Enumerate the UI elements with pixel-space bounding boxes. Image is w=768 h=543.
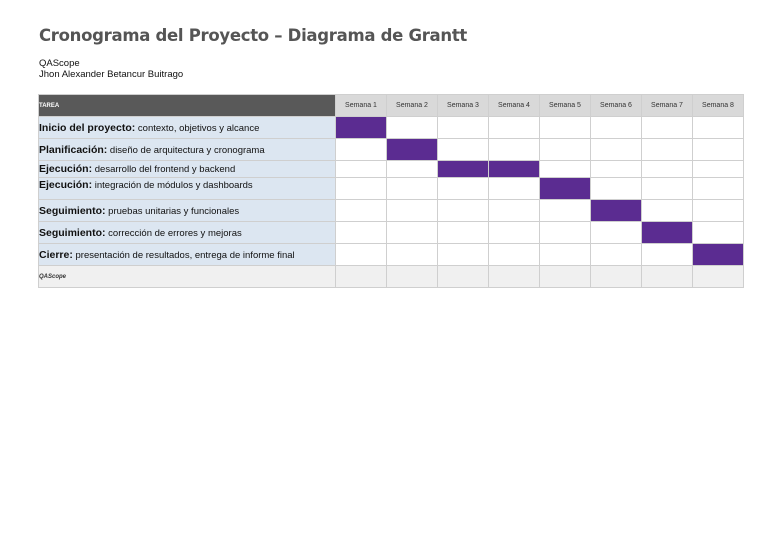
gantt-cell [540,200,591,222]
task-detail: pruebas unitarias y funcionales [105,205,240,217]
footer-cell [591,266,642,288]
gantt-cell [438,222,489,244]
gantt-cell [489,117,540,139]
task-row [39,244,744,266]
gantt-cell [489,222,540,244]
gantt-cell [591,117,642,139]
gantt-cell [540,222,591,244]
task-row [39,117,744,139]
task-label [39,161,336,178]
gantt-cell [489,178,540,200]
gantt-cell [438,178,489,200]
gantt-cell [540,117,591,139]
footer-cell [489,266,540,288]
footer-cell [438,266,489,288]
header-row [39,95,744,117]
gantt-cell [591,222,642,244]
gantt-bar [693,244,744,266]
gantt-cell [387,222,438,244]
gantt-bar [540,178,591,200]
gantt-cell [540,161,591,178]
task-detail: diseño de arquitectura y cronograma [107,144,265,156]
gantt-cell [591,161,642,178]
gantt-cell [642,178,693,200]
gantt-cell [591,139,642,161]
task-column-header: TAREA [39,95,336,117]
gantt-cell [336,200,387,222]
week-header: Semana 4 [489,95,540,117]
gantt-cell [387,200,438,222]
gantt-cell [489,200,540,222]
gantt-table [38,94,744,288]
gantt-bar [642,222,693,244]
task-phase: Seguimiento: [39,204,106,217]
gantt-bar [336,117,387,139]
task-detail: integración de módulos y dashboards [92,180,253,191]
gantt-cell [642,200,693,222]
task-label [39,222,336,244]
gantt-cell [387,161,438,178]
gantt-cell [438,200,489,222]
task-row [39,161,744,178]
week-header: Semana 7 [642,95,693,117]
gantt-cell [642,139,693,161]
footer-label: QAScope [39,266,336,288]
gantt-cell [540,244,591,266]
gantt-cell [438,117,489,139]
gantt-cell [489,139,540,161]
task-phase: Inicio del proyecto: [39,121,136,134]
week-header: Semana 5 [540,95,591,117]
gantt-cell [489,244,540,266]
gantt-cell [693,222,744,244]
gantt-cell [642,117,693,139]
gantt-body [39,117,744,266]
footer-cell [693,266,744,288]
gantt-cell [693,200,744,222]
author-name: Jhon Alexander Betancur Buitrago [39,69,184,80]
task-phase: Ejecución: [39,179,93,191]
gantt-cell [591,178,642,200]
week-header: Semana 3 [438,95,489,117]
gantt-cell [438,139,489,161]
footer-cell [387,266,438,288]
gantt-cell [336,222,387,244]
week-header: Semana 8 [693,95,744,117]
task-row [39,178,744,200]
gantt-cell [336,139,387,161]
gantt-cell [438,244,489,266]
gantt-cell [540,139,591,161]
task-phase: Ejecución: [39,163,93,175]
gantt-cell [693,178,744,200]
task-label [39,117,336,139]
gantt-cell [336,161,387,178]
task-label [39,139,336,161]
week-header: Semana 2 [387,95,438,117]
gantt-cell [336,178,387,200]
task-detail: corrección de errores y mejoras [105,227,242,239]
gantt-bar [591,200,642,222]
gantt-cell [387,117,438,139]
task-label [39,178,336,200]
gantt-bar [387,139,438,161]
task-label [39,200,336,222]
task-phase: Seguimiento: [39,226,106,239]
gantt-bar [438,161,489,178]
gantt-cell [642,244,693,266]
week-header: Semana 6 [591,95,642,117]
task-detail: desarrollo del frontend y backend [92,164,236,175]
org-name: QAScope [39,58,80,69]
task-detail: presentación de resultados, entrega de informe final [72,249,295,261]
gantt-cell [693,161,744,178]
task-detail: contexto, objetivos y alcance [135,122,260,134]
gantt-bar [489,161,540,178]
document-title: Cronograma del Proyecto – Diagrama de Grantt [39,26,467,45]
footer-cell [642,266,693,288]
gantt-cell [693,139,744,161]
task-row [39,139,744,161]
gantt-cell [642,161,693,178]
task-row [39,200,744,222]
gantt-cell [387,244,438,266]
gantt-cell [387,178,438,200]
footer-row [39,266,744,288]
footer-cell [540,266,591,288]
gantt-cell [591,244,642,266]
footer-cell [336,266,387,288]
week-header: Semana 1 [336,95,387,117]
task-phase: Cierre: [39,248,73,261]
task-label [39,244,336,266]
gantt-cell [693,117,744,139]
gantt-cell [336,244,387,266]
task-phase: Planificación: [39,143,108,156]
document-meta [39,58,183,80]
task-row [39,222,744,244]
